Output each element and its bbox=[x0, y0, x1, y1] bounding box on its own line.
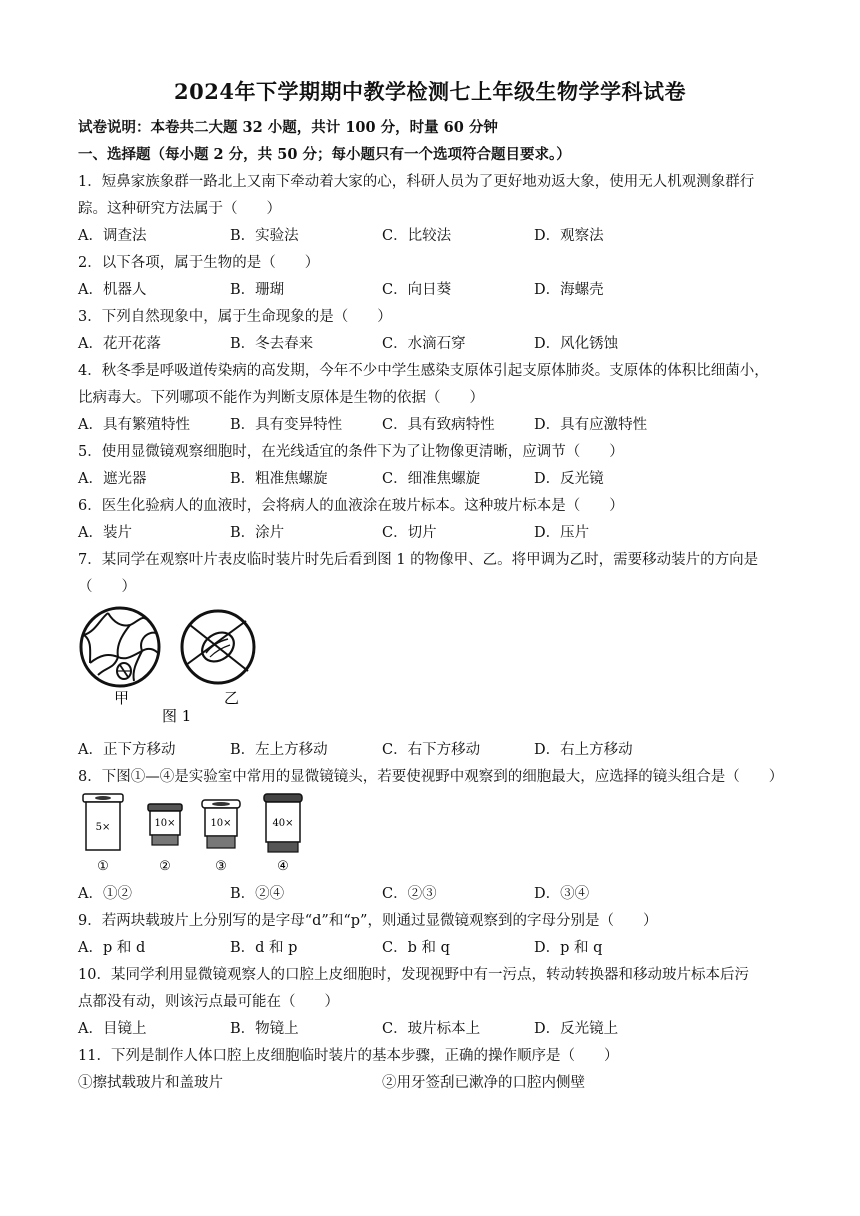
lens-3-objective bbox=[202, 800, 240, 848]
page-title: 2024年下学期期中教学检测七上年级生物学学科试卷 bbox=[174, 79, 686, 104]
option-c: C．玻片标本上 bbox=[382, 1021, 481, 1037]
option-a: A．①② bbox=[78, 886, 132, 902]
option-a: A．遮光器 bbox=[78, 471, 147, 487]
view-jia bbox=[81, 608, 159, 686]
lens-number-1: ① bbox=[97, 859, 109, 874]
option-b: B．涂片 bbox=[230, 525, 285, 541]
lens-2-eyepiece bbox=[148, 804, 182, 845]
figure-caption: 图 1 bbox=[162, 707, 192, 725]
question-5-text: 5．使用显微镜观察细胞时，在光线适宜的条件下为了让物像更清晰，应调节（ ） bbox=[78, 444, 624, 460]
lens-1-mag: 5× bbox=[95, 822, 111, 833]
option-c: C．切片 bbox=[382, 525, 437, 541]
fig-label-yi: 乙 bbox=[224, 689, 240, 707]
exam-instructions: 试卷说明：本卷共二大题 32 小题，共计 100 分，时量 60 分钟 bbox=[78, 119, 498, 136]
option-b: B．实验法 bbox=[230, 228, 299, 244]
option-a: A．p 和 d bbox=[78, 940, 146, 956]
option-a: A．装片 bbox=[78, 525, 132, 541]
option-c: C．b 和 q bbox=[382, 940, 450, 956]
question-10-text-cont: 点都没有动，则该污点最可能在（ ） bbox=[78, 994, 339, 1010]
option-d: D．海螺壳 bbox=[534, 282, 604, 298]
option-b: B．物镜上 bbox=[230, 1021, 299, 1037]
option-b: B．②④ bbox=[230, 886, 285, 902]
option-a: A．调查法 bbox=[78, 228, 147, 244]
option-d: D．右上方移动 bbox=[534, 742, 633, 758]
option-b: B．左上方移动 bbox=[230, 742, 328, 758]
question-7-text-cont: （ ） bbox=[78, 579, 136, 595]
option-d: D．反光镜上 bbox=[534, 1021, 619, 1037]
question-1-text-cont: 踪。这种研究方法属于（ ） bbox=[78, 201, 281, 217]
question-4-text-cont: 比病毒大。下列哪项不能作为判断支原体是生物的依据（ ） bbox=[78, 390, 484, 406]
section-heading: 一、选择题（每小题 2 分，共 50 分；每小题只有一个选项符合题目要求。） bbox=[78, 146, 571, 163]
option-d: D．p 和 q bbox=[534, 940, 603, 956]
question-4-text: 4．秋冬季是呼吸道传染病的高发期，今年不少中学生感染支原体引起支原体肺炎。支原体的体积比细菌小， bbox=[78, 363, 769, 379]
option-d: D．③④ bbox=[534, 886, 590, 902]
question-11-step-1: ①擦拭载玻片和盖玻片 bbox=[78, 1075, 223, 1091]
option-b: B．冬去春来 bbox=[230, 336, 314, 352]
option-a: A．正下方移动 bbox=[78, 742, 176, 758]
question-11-text: 11．下列是制作人体口腔上皮细胞临时装片的基本步骤，正确的操作顺序是（ ） bbox=[78, 1048, 619, 1064]
option-d: D．观察法 bbox=[534, 228, 604, 244]
lens-number-4: ④ bbox=[277, 859, 289, 874]
lens-number-3: ③ bbox=[215, 859, 227, 874]
option-d: D．反光镜 bbox=[534, 471, 604, 487]
lens-number-2: ② bbox=[159, 859, 171, 874]
option-b: B．珊瑚 bbox=[230, 282, 285, 298]
lens-4-mag: 40× bbox=[272, 818, 294, 829]
option-c: C．右下方移动 bbox=[382, 742, 481, 758]
question-1-text: 1．短鼻家族象群一路北上又南下牵动着大家的心，科研人员为了更好地劝返大象，使用无人机观测象群行 bbox=[78, 174, 755, 190]
option-d: D．压片 bbox=[534, 525, 590, 541]
question-2-text: 2．以下各项，属于生物的是（ ） bbox=[78, 255, 320, 271]
option-b: B．具有变异特性 bbox=[230, 417, 343, 433]
option-c: C．具有致病特性 bbox=[382, 417, 495, 433]
fig-label-jia: 甲 bbox=[114, 689, 130, 707]
option-b: B．粗准焦螺旋 bbox=[230, 471, 328, 487]
question-10-text: 10．某同学利用显微镜观察人的口腔上皮细胞时，发现视野中有一污点，转动转换器和移动玻片标本后污 bbox=[78, 967, 749, 983]
question-6-text: 6．医生化验病人的血液时，会将病人的血液涂在玻片标本。这种玻片标本是（ ） bbox=[78, 498, 624, 514]
option-c: C．水滴石穿 bbox=[382, 336, 466, 352]
lens-4-objective bbox=[264, 794, 302, 852]
question-7-text: 7．某同学在观察叶片表皮临时装片时先后看到图 1 的物像甲、乙。将甲调为乙时，需要移动装片的方向是 bbox=[78, 552, 759, 568]
option-c: C．②③ bbox=[382, 886, 437, 902]
view-yi bbox=[182, 611, 254, 683]
option-c: C．细准焦螺旋 bbox=[382, 471, 481, 487]
option-a: A．花开花落 bbox=[78, 336, 161, 352]
figure-1-microscope-views bbox=[78, 605, 258, 730]
figure-microscope-lenses bbox=[78, 792, 328, 874]
option-d: D．风化锈蚀 bbox=[534, 336, 619, 352]
option-b: B．d 和 p bbox=[230, 940, 298, 956]
question-3-text: 3．下列自然现象中，属于生命现象的是（ ） bbox=[78, 309, 392, 325]
option-a: A．机器人 bbox=[78, 282, 147, 298]
question-9-text: 9．若两块载玻片上分别写的是字母“d”和“p”，则通过显微镜观察到的字母分别是（ ） bbox=[78, 913, 658, 929]
question-11-step-2: ②用牙签刮已漱净的口腔内侧壁 bbox=[382, 1075, 585, 1091]
option-c: C．向日葵 bbox=[382, 282, 452, 298]
question-8-text: 8．下图①—④是实验室中常用的显微镜镜头，若要使视野中观察到的细胞最大，应选择的镜头组合是（ ） bbox=[78, 769, 784, 785]
lens-2-mag: 10× bbox=[154, 818, 176, 829]
option-a: A．目镜上 bbox=[78, 1021, 147, 1037]
lens-1-eyepiece bbox=[83, 794, 123, 850]
option-a: A．具有繁殖特性 bbox=[78, 417, 190, 433]
option-c: C．比较法 bbox=[382, 228, 452, 244]
option-d: D．具有应激特性 bbox=[534, 417, 648, 433]
lens-3-mag: 10× bbox=[210, 818, 232, 829]
